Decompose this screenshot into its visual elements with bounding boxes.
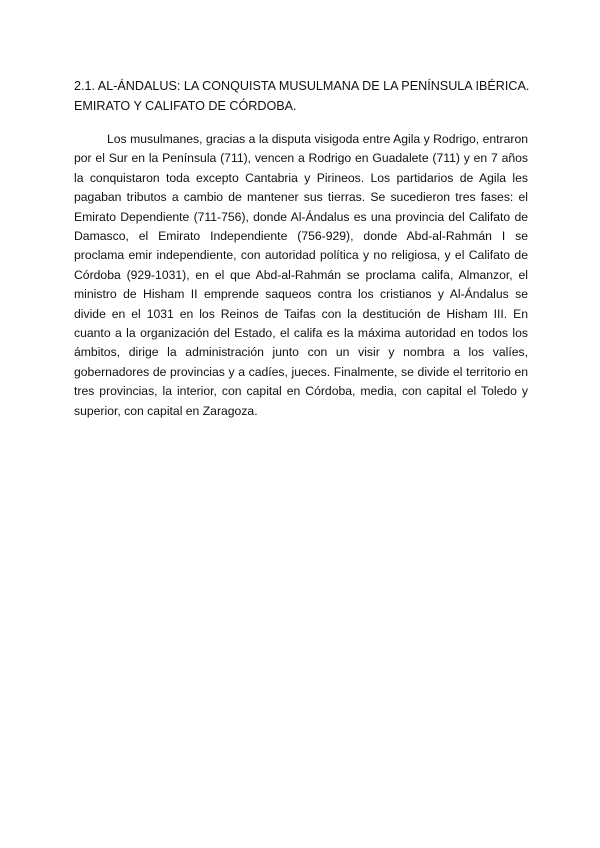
body-paragraph: Los musulmanes, gracias a la disputa visigoda entre Agila y Rodrigo, entraron por el Sur en la Península (711), vencen a Rodrigo en Guadalete (711) y en 7 años la conquistaron toda excepto Cantabria y Pirineos. Los partidarios de Agila les pagaban tributos a cambio de mantener sus tierras. Se sucedieron tres fases: el Emirato Dependiente (711-756), donde Al-Ándalus es una provincia del Califato de Damasco, el Emirato Independiente (756-929), donde Abd-al-Rahmán I se proclama emir independiente, con autoridad política y no religiosa, y el Califato de Córdoba (929-1031), en el que Abd-al-Rahmán se proclama califa, Almanzor, el ministro de Hisham II emprende saqueos contra los cristianos y Al-Ándalus se divide en el 1031 en los Reinos de Taifas con la destitución de Hisham III. En cuanto a la organización del Estado, el califa es la máxima autoridad en todos los ámbitos, dirige la administración junto con un visir y nombra a los valíes, gobernadores de provincias y a cadíes, jueces. Finalmente, se divide el territorio en tres provincias, la interior, con capital en Córdoba, media, con capital el Toledo y superior, con capital en Zaragoza. xyxy=(74,132,528,418)
section-heading-line-1: 2.1. AL-ÁNDALUS: LA CONQUISTA MUSULMANA DE LA PENÍNSULA IBÉRICA. xyxy=(74,79,530,93)
section-heading-line-2: EMIRATO Y CALIFATO DE CÓRDOBA. xyxy=(74,99,297,113)
section-heading xyxy=(74,76,534,116)
